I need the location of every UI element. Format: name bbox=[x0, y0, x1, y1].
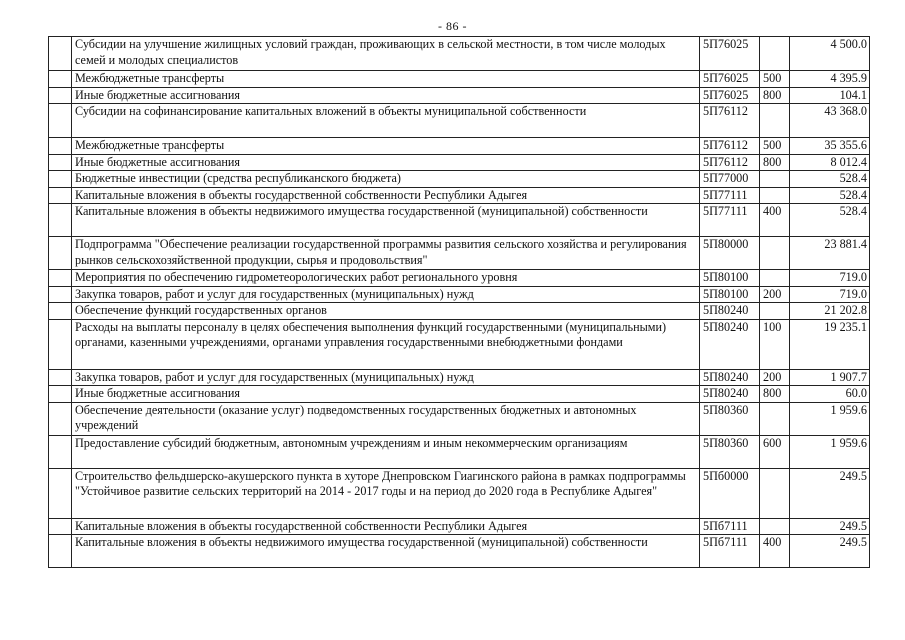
row-sum: 719.0 bbox=[790, 286, 870, 303]
row-vr: 600 bbox=[760, 435, 790, 468]
table-row bbox=[49, 154, 870, 171]
row-name: Капитальные вложения в объекты недвижимого имущества государственной (муниципальной) собственности bbox=[72, 204, 700, 237]
row-vr bbox=[760, 237, 790, 270]
row-name: Закупка товаров, работ и услуг для государственных (муниципальных) нужд bbox=[72, 369, 700, 386]
row-code: 5Пб0000 bbox=[700, 468, 760, 518]
row-code: 5Пб7111 bbox=[700, 535, 760, 568]
row-name: Субсидии на улучшение жилищных условий граждан, проживающих в сельской местности, в том числе молодых семей и молодых специалистов bbox=[72, 37, 700, 71]
row-code: 5П77000 bbox=[700, 171, 760, 188]
row-blank-cell bbox=[49, 535, 72, 568]
row-blank-cell bbox=[49, 286, 72, 303]
row-sum: 23 881.4 bbox=[790, 237, 870, 270]
row-name: Расходы на выплаты персоналу в целях обеспечения выполнения функций государственными (муниципальными) органами, казенными учреждениями, органами управления государственными внебюджетными фондами bbox=[72, 319, 700, 369]
table-row bbox=[49, 435, 870, 468]
table-row bbox=[49, 270, 870, 287]
table-row bbox=[49, 286, 870, 303]
table-row bbox=[49, 71, 870, 88]
row-vr: 200 bbox=[760, 286, 790, 303]
row-code: 5П80240 bbox=[700, 386, 760, 403]
row-vr: 400 bbox=[760, 204, 790, 237]
row-sum: 249.5 bbox=[790, 468, 870, 518]
budget-table bbox=[48, 36, 870, 568]
row-vr: 800 bbox=[760, 154, 790, 171]
row-sum: 4 500.0 bbox=[790, 37, 870, 71]
row-code: 5П80360 bbox=[700, 435, 760, 468]
table-row bbox=[49, 87, 870, 104]
row-vr bbox=[760, 171, 790, 188]
row-sum: 1 907.7 bbox=[790, 369, 870, 386]
row-name: Обеспечение деятельности (оказание услуг) подведомственных государственных бюджетных и автономных учреждений bbox=[72, 402, 700, 435]
table-row bbox=[49, 369, 870, 386]
row-vr bbox=[760, 303, 790, 320]
row-blank-cell bbox=[49, 204, 72, 237]
row-blank-cell bbox=[49, 37, 72, 71]
row-vr: 500 bbox=[760, 71, 790, 88]
row-code: 5П76112 bbox=[700, 154, 760, 171]
row-sum: 1 959.6 bbox=[790, 402, 870, 435]
row-blank-cell bbox=[49, 87, 72, 104]
row-sum: 249.5 bbox=[790, 535, 870, 568]
row-code: 5П80240 bbox=[700, 303, 760, 320]
row-sum: 21 202.8 bbox=[790, 303, 870, 320]
table-row bbox=[49, 187, 870, 204]
row-blank-cell bbox=[49, 386, 72, 403]
row-blank-cell bbox=[49, 402, 72, 435]
budget-table-body bbox=[49, 37, 870, 568]
table-row bbox=[49, 171, 870, 188]
row-code: 5П76025 bbox=[700, 87, 760, 104]
row-vr: 800 bbox=[760, 87, 790, 104]
table-row bbox=[49, 138, 870, 155]
row-vr bbox=[760, 104, 790, 138]
row-blank-cell bbox=[49, 270, 72, 287]
row-vr: 100 bbox=[760, 319, 790, 369]
table-row bbox=[49, 237, 870, 270]
row-code: 5П76112 bbox=[700, 138, 760, 155]
row-vr: 200 bbox=[760, 369, 790, 386]
row-blank-cell bbox=[49, 518, 72, 535]
row-blank-cell bbox=[49, 154, 72, 171]
table-row bbox=[49, 402, 870, 435]
row-code: 5П80240 bbox=[700, 319, 760, 369]
row-vr bbox=[760, 187, 790, 204]
row-name: Капитальные вложения в объекты государственной собственности Республики Адыгея bbox=[72, 187, 700, 204]
row-code: 5П80360 bbox=[700, 402, 760, 435]
row-name: Обеспечение функций государственных органов bbox=[72, 303, 700, 320]
row-code: 5П76112 bbox=[700, 104, 760, 138]
row-sum: 249.5 bbox=[790, 518, 870, 535]
row-blank-cell bbox=[49, 468, 72, 518]
row-sum: 528.4 bbox=[790, 204, 870, 237]
row-vr bbox=[760, 37, 790, 71]
row-name: Строительство фельдшерско-акушерского пункта в хуторе Днепровском Гиагинского района в рамках подпрограммы "Устойчивое развитие сельских территорий на 2014 - 2017 годы и на период до 2020 года в Республике Адыгея" bbox=[72, 468, 700, 518]
row-name: Закупка товаров, работ и услуг для государственных (муниципальных) нужд bbox=[72, 286, 700, 303]
row-code: 5П77111 bbox=[700, 204, 760, 237]
table-row bbox=[49, 518, 870, 535]
row-sum: 60.0 bbox=[790, 386, 870, 403]
row-name: Межбюджетные трансферты bbox=[72, 138, 700, 155]
row-name: Мероприятия по обеспечению гидрометеорологических работ регионального уровня bbox=[72, 270, 700, 287]
row-blank-cell bbox=[49, 171, 72, 188]
table-row bbox=[49, 37, 870, 71]
row-name: Подпрограмма "Обеспечение реализации государственной программы развития сельского хозяйства и регулирования рынков сельскохозяйственной продукции, сырья и продовольствия" bbox=[72, 237, 700, 270]
row-code: 5П76025 bbox=[700, 71, 760, 88]
row-blank-cell bbox=[49, 435, 72, 468]
row-blank-cell bbox=[49, 237, 72, 270]
row-vr bbox=[760, 468, 790, 518]
table-row bbox=[49, 319, 870, 369]
row-sum: 528.4 bbox=[790, 187, 870, 204]
row-blank-cell bbox=[49, 187, 72, 204]
row-code: 5П80000 bbox=[700, 237, 760, 270]
row-vr: 400 bbox=[760, 535, 790, 568]
row-vr bbox=[760, 402, 790, 435]
row-name: Иные бюджетные ассигнования bbox=[72, 87, 700, 104]
row-vr: 500 bbox=[760, 138, 790, 155]
row-name: Субсидии на софинансирование капитальных вложений в объекты муниципальной собственности bbox=[72, 104, 700, 138]
table-row bbox=[49, 386, 870, 403]
row-code: 5Пб7111 bbox=[700, 518, 760, 535]
table-row bbox=[49, 535, 870, 568]
row-code: 5П80240 bbox=[700, 369, 760, 386]
row-name: Капитальные вложения в объекты государственной собственности Республики Адыгея bbox=[72, 518, 700, 535]
row-code: 5П80100 bbox=[700, 286, 760, 303]
row-sum: 104.1 bbox=[790, 87, 870, 104]
table-row bbox=[49, 303, 870, 320]
row-name: Предоставление субсидий бюджетным, автономным учреждениям и иным некоммерческим организациям bbox=[72, 435, 700, 468]
row-sum: 43 368.0 bbox=[790, 104, 870, 138]
row-sum: 19 235.1 bbox=[790, 319, 870, 369]
row-code: 5П80100 bbox=[700, 270, 760, 287]
row-sum: 719.0 bbox=[790, 270, 870, 287]
row-blank-cell bbox=[49, 104, 72, 138]
row-sum: 8 012.4 bbox=[790, 154, 870, 171]
row-blank-cell bbox=[49, 71, 72, 88]
row-blank-cell bbox=[49, 369, 72, 386]
row-sum: 4 395.9 bbox=[790, 71, 870, 88]
row-code: 5П77111 bbox=[700, 187, 760, 204]
row-sum: 1 959.6 bbox=[790, 435, 870, 468]
row-blank-cell bbox=[49, 138, 72, 155]
row-name: Иные бюджетные ассигнования bbox=[72, 154, 700, 171]
table-row bbox=[49, 468, 870, 518]
row-name: Иные бюджетные ассигнования bbox=[72, 386, 700, 403]
row-name: Межбюджетные трансферты bbox=[72, 71, 700, 88]
row-sum: 528.4 bbox=[790, 171, 870, 188]
row-vr bbox=[760, 518, 790, 535]
table-row bbox=[49, 104, 870, 138]
row-code: 5П76025 bbox=[700, 37, 760, 71]
row-name: Бюджетные инвестиции (средства республиканского бюджета) bbox=[72, 171, 700, 188]
row-vr bbox=[760, 270, 790, 287]
row-blank-cell bbox=[49, 303, 72, 320]
row-name: Капитальные вложения в объекты недвижимого имущества государственной (муниципальной) собственности bbox=[72, 535, 700, 568]
page-number: - 86 - bbox=[438, 19, 467, 33]
row-blank-cell bbox=[49, 319, 72, 369]
table-row bbox=[49, 204, 870, 237]
row-sum: 35 355.6 bbox=[790, 138, 870, 155]
row-vr: 800 bbox=[760, 386, 790, 403]
